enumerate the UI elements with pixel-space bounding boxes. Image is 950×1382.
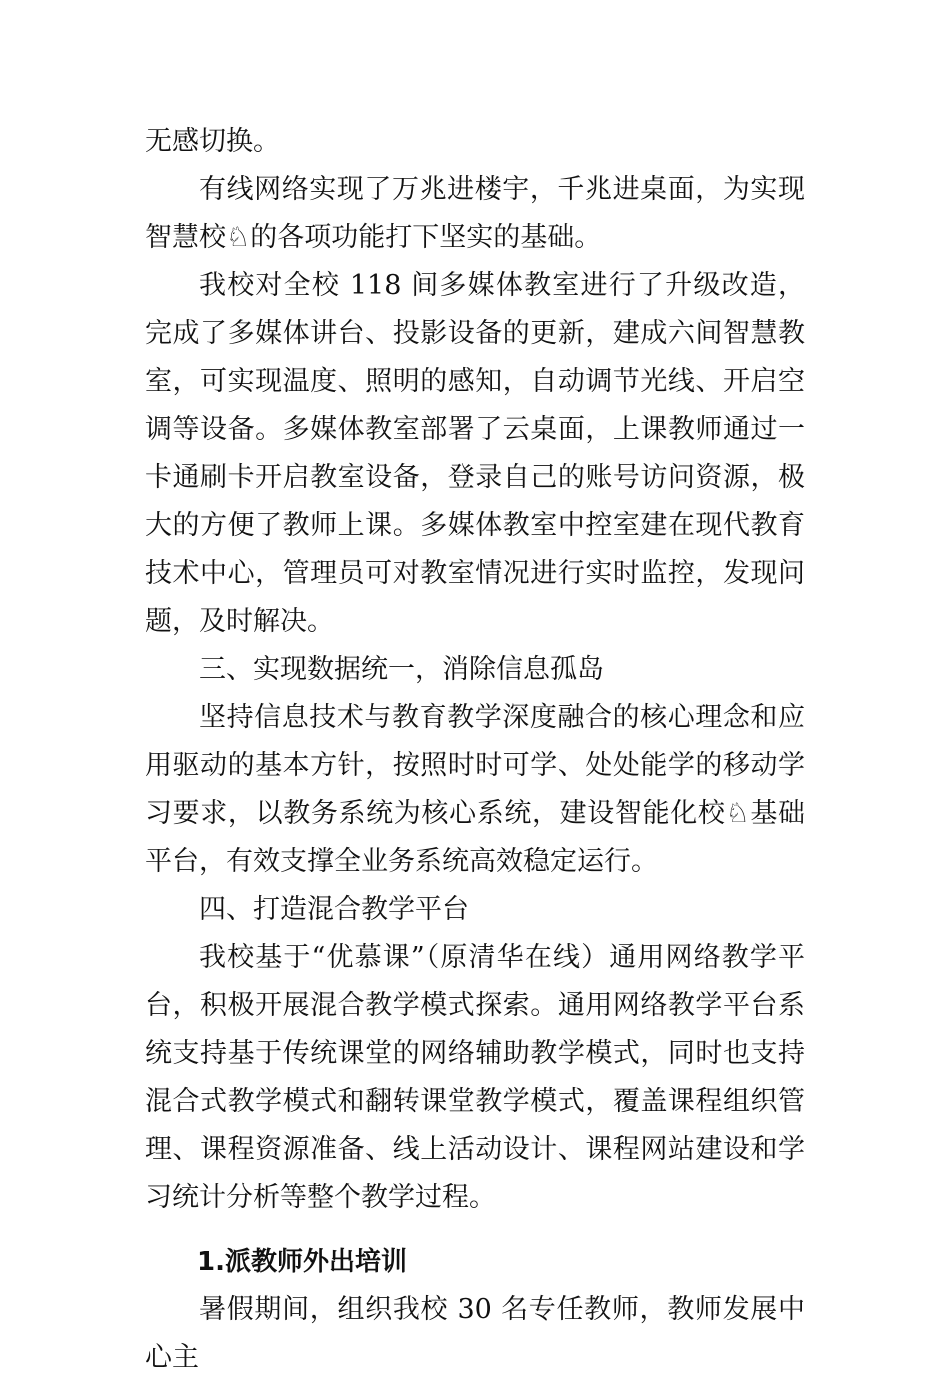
paragraph-it-integration: 坚持信息技术与教育教学深度融合的核心理念和应用驱动的基本方针，按照时时可学、处处能学的移动学习要求，以教务系统为核心系统，建设智能化校♘基础平台，有效支撑全业务系统高效稳定运行。 [145,702,805,877]
section-heading-blended-teaching: 四、打造混合教学平台 [199,894,469,925]
paragraph-continuation: 无感切换。 [145,126,280,157]
document-body [145,118,805,1382]
paragraph-wired-network: 有线网络实现了万兆进楼宇，千兆进桌面，为实现智慧校♘的各项功能打下坚实的基础。 [145,174,805,253]
subheading-teacher-training: 1.派教师外出培训 [197,1247,407,1277]
paragraph-teaching-platform: 我校基于“优慕课”（原清华在线）通用网络教学平台，积极开展混合教学模式探索。通用网络教学平台系统支持基于传统课堂的网络辅助教学模式，同时也支持混合式教学模式和翻转课堂教学模式，覆盖课程组织管理、课程资源准备、线上活动设计、课程网站建设和学习统计分析等整个教学过程。 [145,942,805,1213]
paragraph-multimedia-classrooms: 我校对全校 118 间多媒体教室进行了升级改造，完成了多媒体讲台、投影设备的更新，建成六间智慧教室，可实现温度、照明的感知，自动调节光线、开启空调等设备。多媒体教室部署了云桌面，上课教师通过一卡通刷卡开启教室设备，登录自己的账号访问资源，极大的方便了教师上课。多媒体教室中控室建在现代教育技术中心，管理员可对教室情况进行实时监控，发现问题，及时解决。 [145,270,805,637]
section-heading-data-unification: 三、实现数据统一，消除信息孤岛 [199,654,604,685]
paragraph-summer-training: 暑假期间，组织我校 30 名专任教师，教师发展中心主 [145,1294,805,1373]
